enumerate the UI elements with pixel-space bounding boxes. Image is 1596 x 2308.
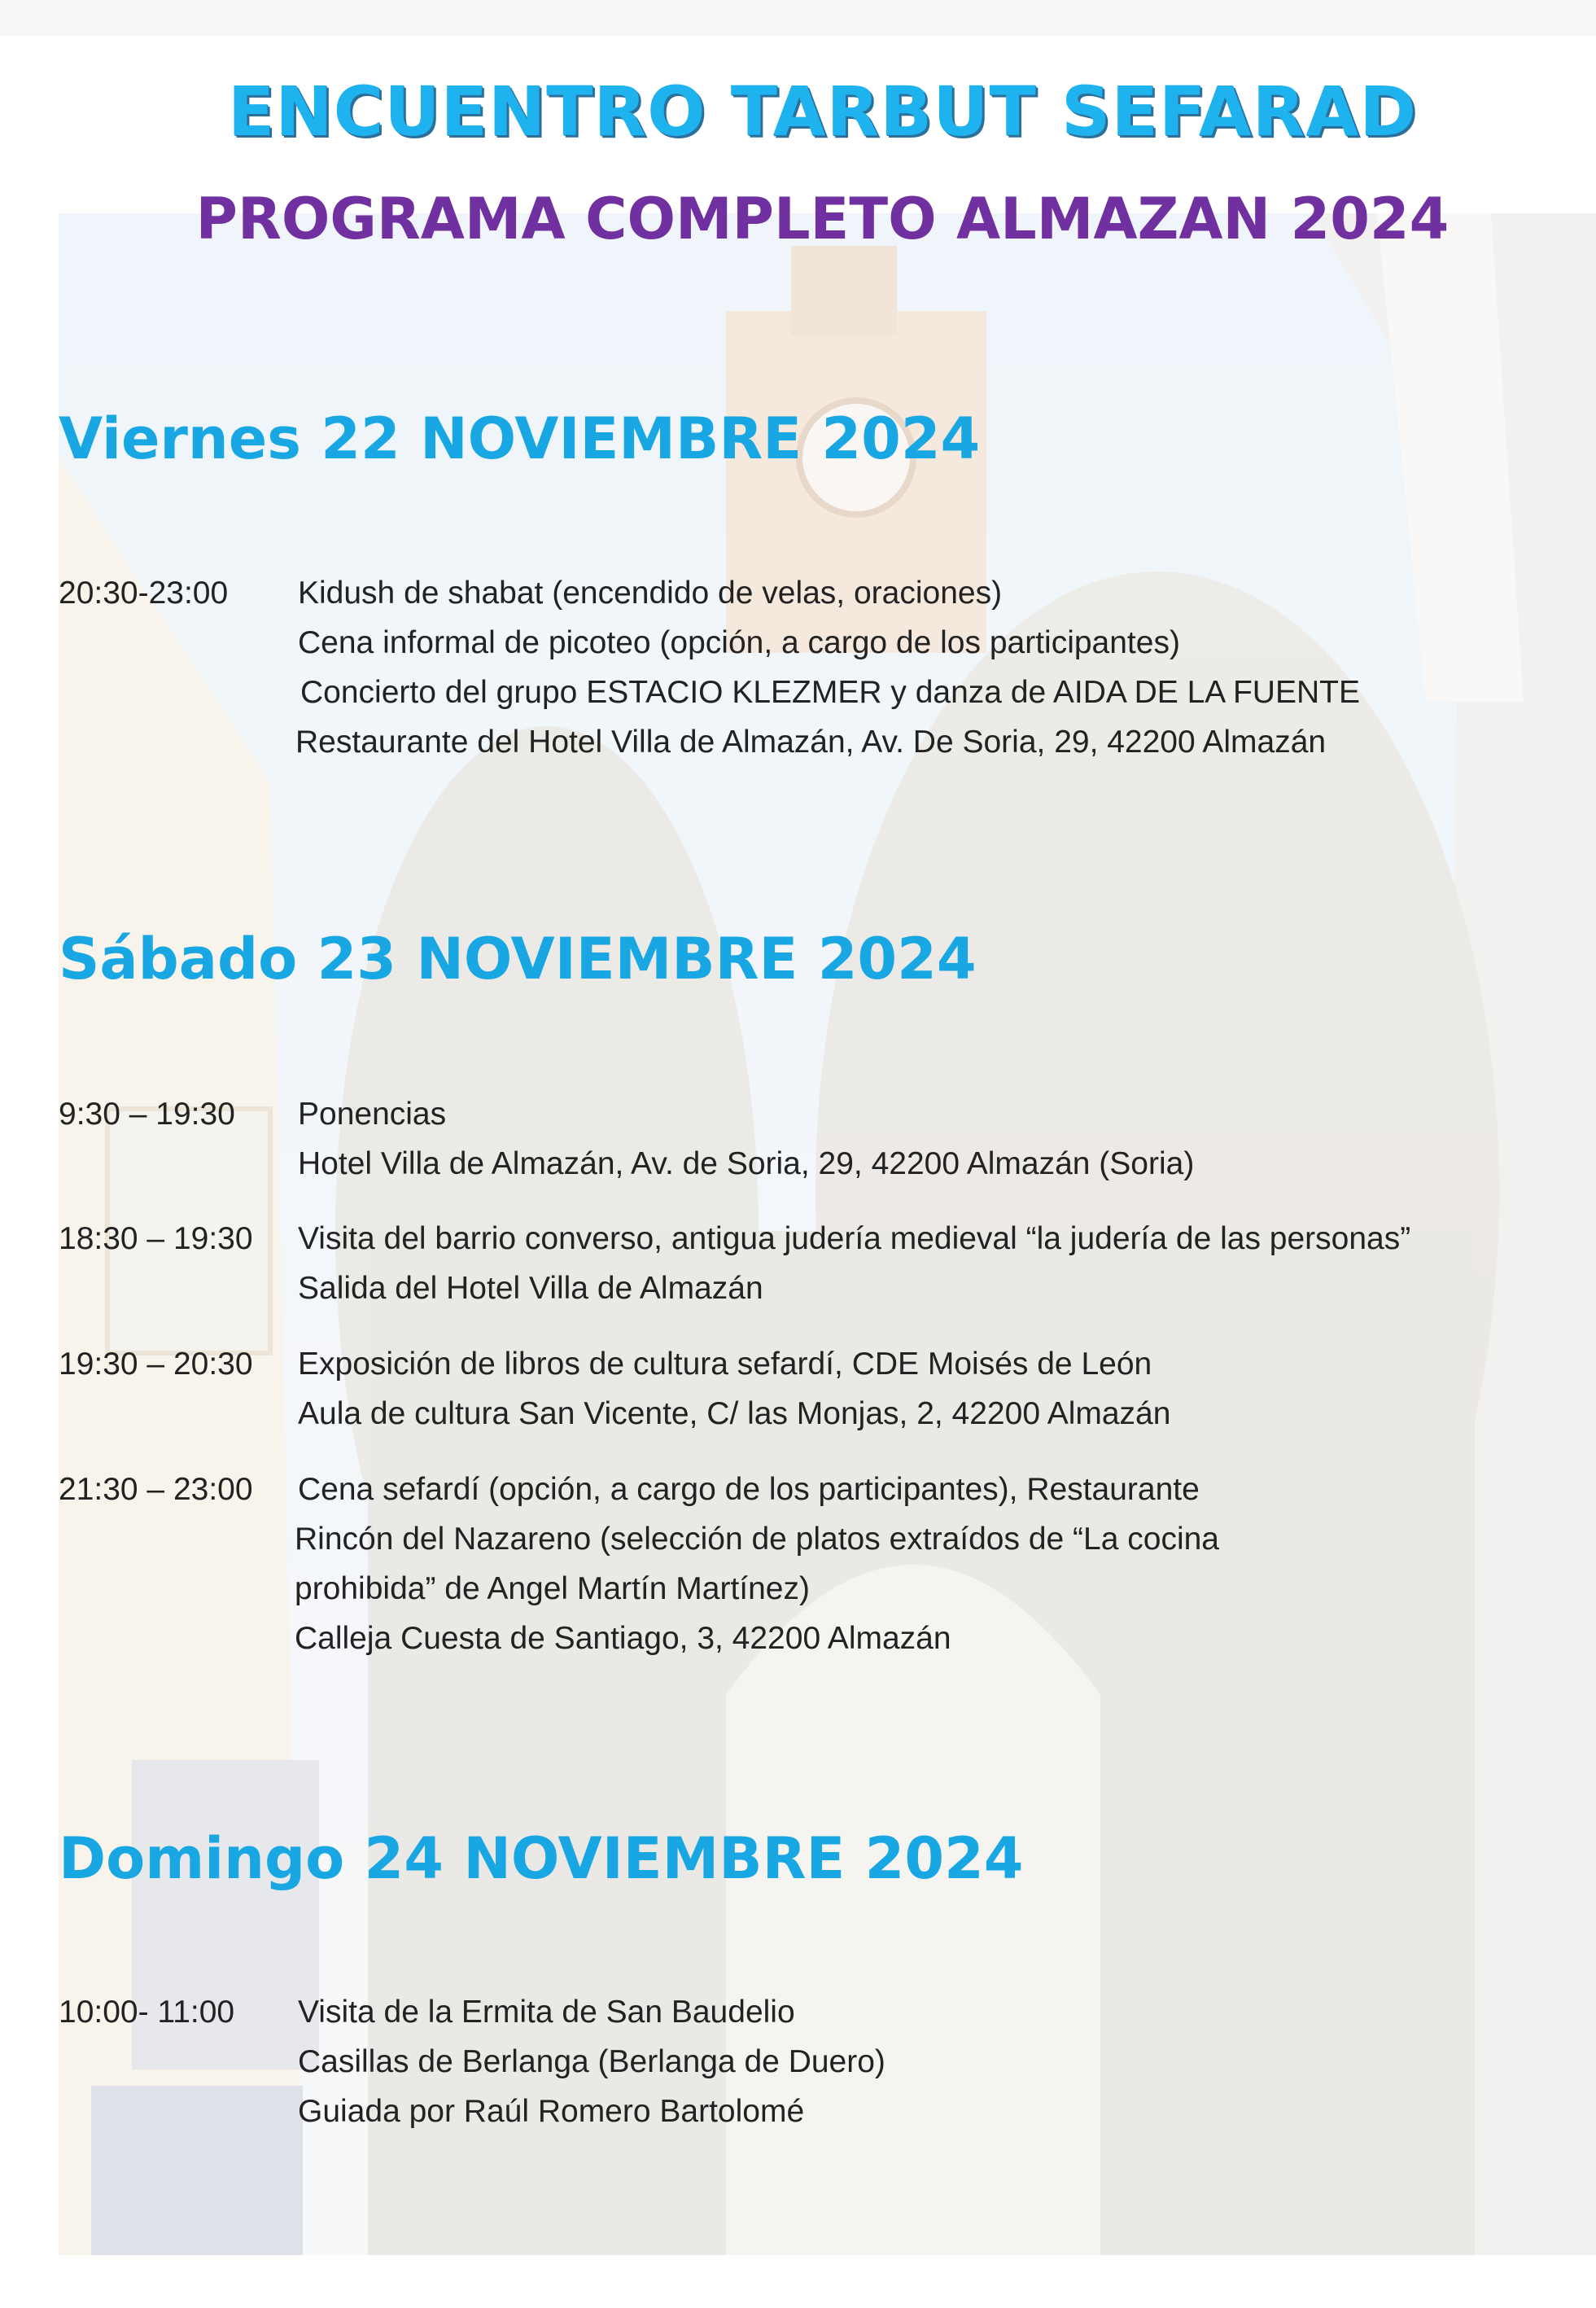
- entry-line: Visita del barrio converso, antigua judería medieval “la judería de las personas”: [298, 1221, 1411, 1256]
- entry-line: Cena sefardí (opción, a cargo de los participantes), Restaurante: [298, 1472, 1200, 1507]
- entry-details: [295, 568, 1360, 767]
- entry-time: 9:30 – 19:30: [59, 1097, 235, 1132]
- entry-line: Hotel Villa de Almazán, Av. de Soria, 29, 42200 Almazán (Soria): [298, 1146, 1195, 1181]
- entry-time: 10:00- 11:00: [59, 1995, 235, 2030]
- entry-line: Cena informal de picoteo (opción, a cargo de los participantes): [298, 625, 1180, 660]
- day-heading-saturday: Sábado 23 NOVIEMBRE 2024: [59, 926, 977, 992]
- page-title: ENCUENTRO TARBUT SEFARAD: [227, 72, 1418, 151]
- entry-details: [298, 1089, 1194, 1189]
- entry-line: Visita de la Ermita de San Baudelio: [298, 1995, 795, 2030]
- day-heading-sunday: Domingo 24 NOVIEMBRE 2024: [59, 1825, 1024, 1892]
- entry-line: Casillas de Berlanga (Berlanga de Duero): [298, 2044, 885, 2079]
- page-subtitle: PROGRAMA COMPLETO ALMAZAN 2024: [195, 186, 1450, 252]
- top-band: [0, 0, 1596, 36]
- day-heading-friday: Viernes 22 NOVIEMBRE 2024: [59, 405, 981, 472]
- entry-line: Exposición de libros de cultura sefardí, CDE Moisés de León: [298, 1347, 1152, 1382]
- entry-time: 20:30-23:00: [59, 576, 229, 611]
- entry-line: Guiada por Raúl Romero Bartolomé: [298, 2094, 805, 2129]
- entry-time: 18:30 – 19:30: [59, 1221, 253, 1256]
- entry-line: Rincón del Nazareno (selección de platos extraídos de “La cocina: [295, 1522, 1219, 1557]
- entry-line: Ponencias: [298, 1097, 447, 1132]
- entry-line: Calleja Cuesta de Santiago, 3, 42200 Almazán: [295, 1621, 951, 1656]
- entry-line: Aula de cultura San Vicente, C/ las Monjas, 2, 42200 Almazán: [298, 1396, 1171, 1431]
- entry-line: Restaurante del Hotel Villa de Almazán, Av. De Soria, 29, 42200 Almazán: [295, 725, 1327, 760]
- entry-details: [298, 1214, 1410, 1313]
- entry-time: 21:30 – 23:00: [59, 1472, 253, 1507]
- entry-line: Salida del Hotel Villa de Almazán: [298, 1271, 763, 1306]
- entry-details: [298, 1987, 885, 2136]
- entry-line: prohibida” de Angel Martín Martínez): [295, 1571, 810, 1606]
- entry-line: Kidush de shabat (encendido de velas, oraciones): [298, 576, 1003, 611]
- entry-line: Concierto del grupo ESTACIO KLEZMER y danza de AIDA DE LA FUENTE: [300, 675, 1360, 710]
- entry-details: [298, 1339, 1170, 1439]
- entry-details: [295, 1465, 1219, 1663]
- entry-time: 19:30 – 20:30: [59, 1347, 253, 1382]
